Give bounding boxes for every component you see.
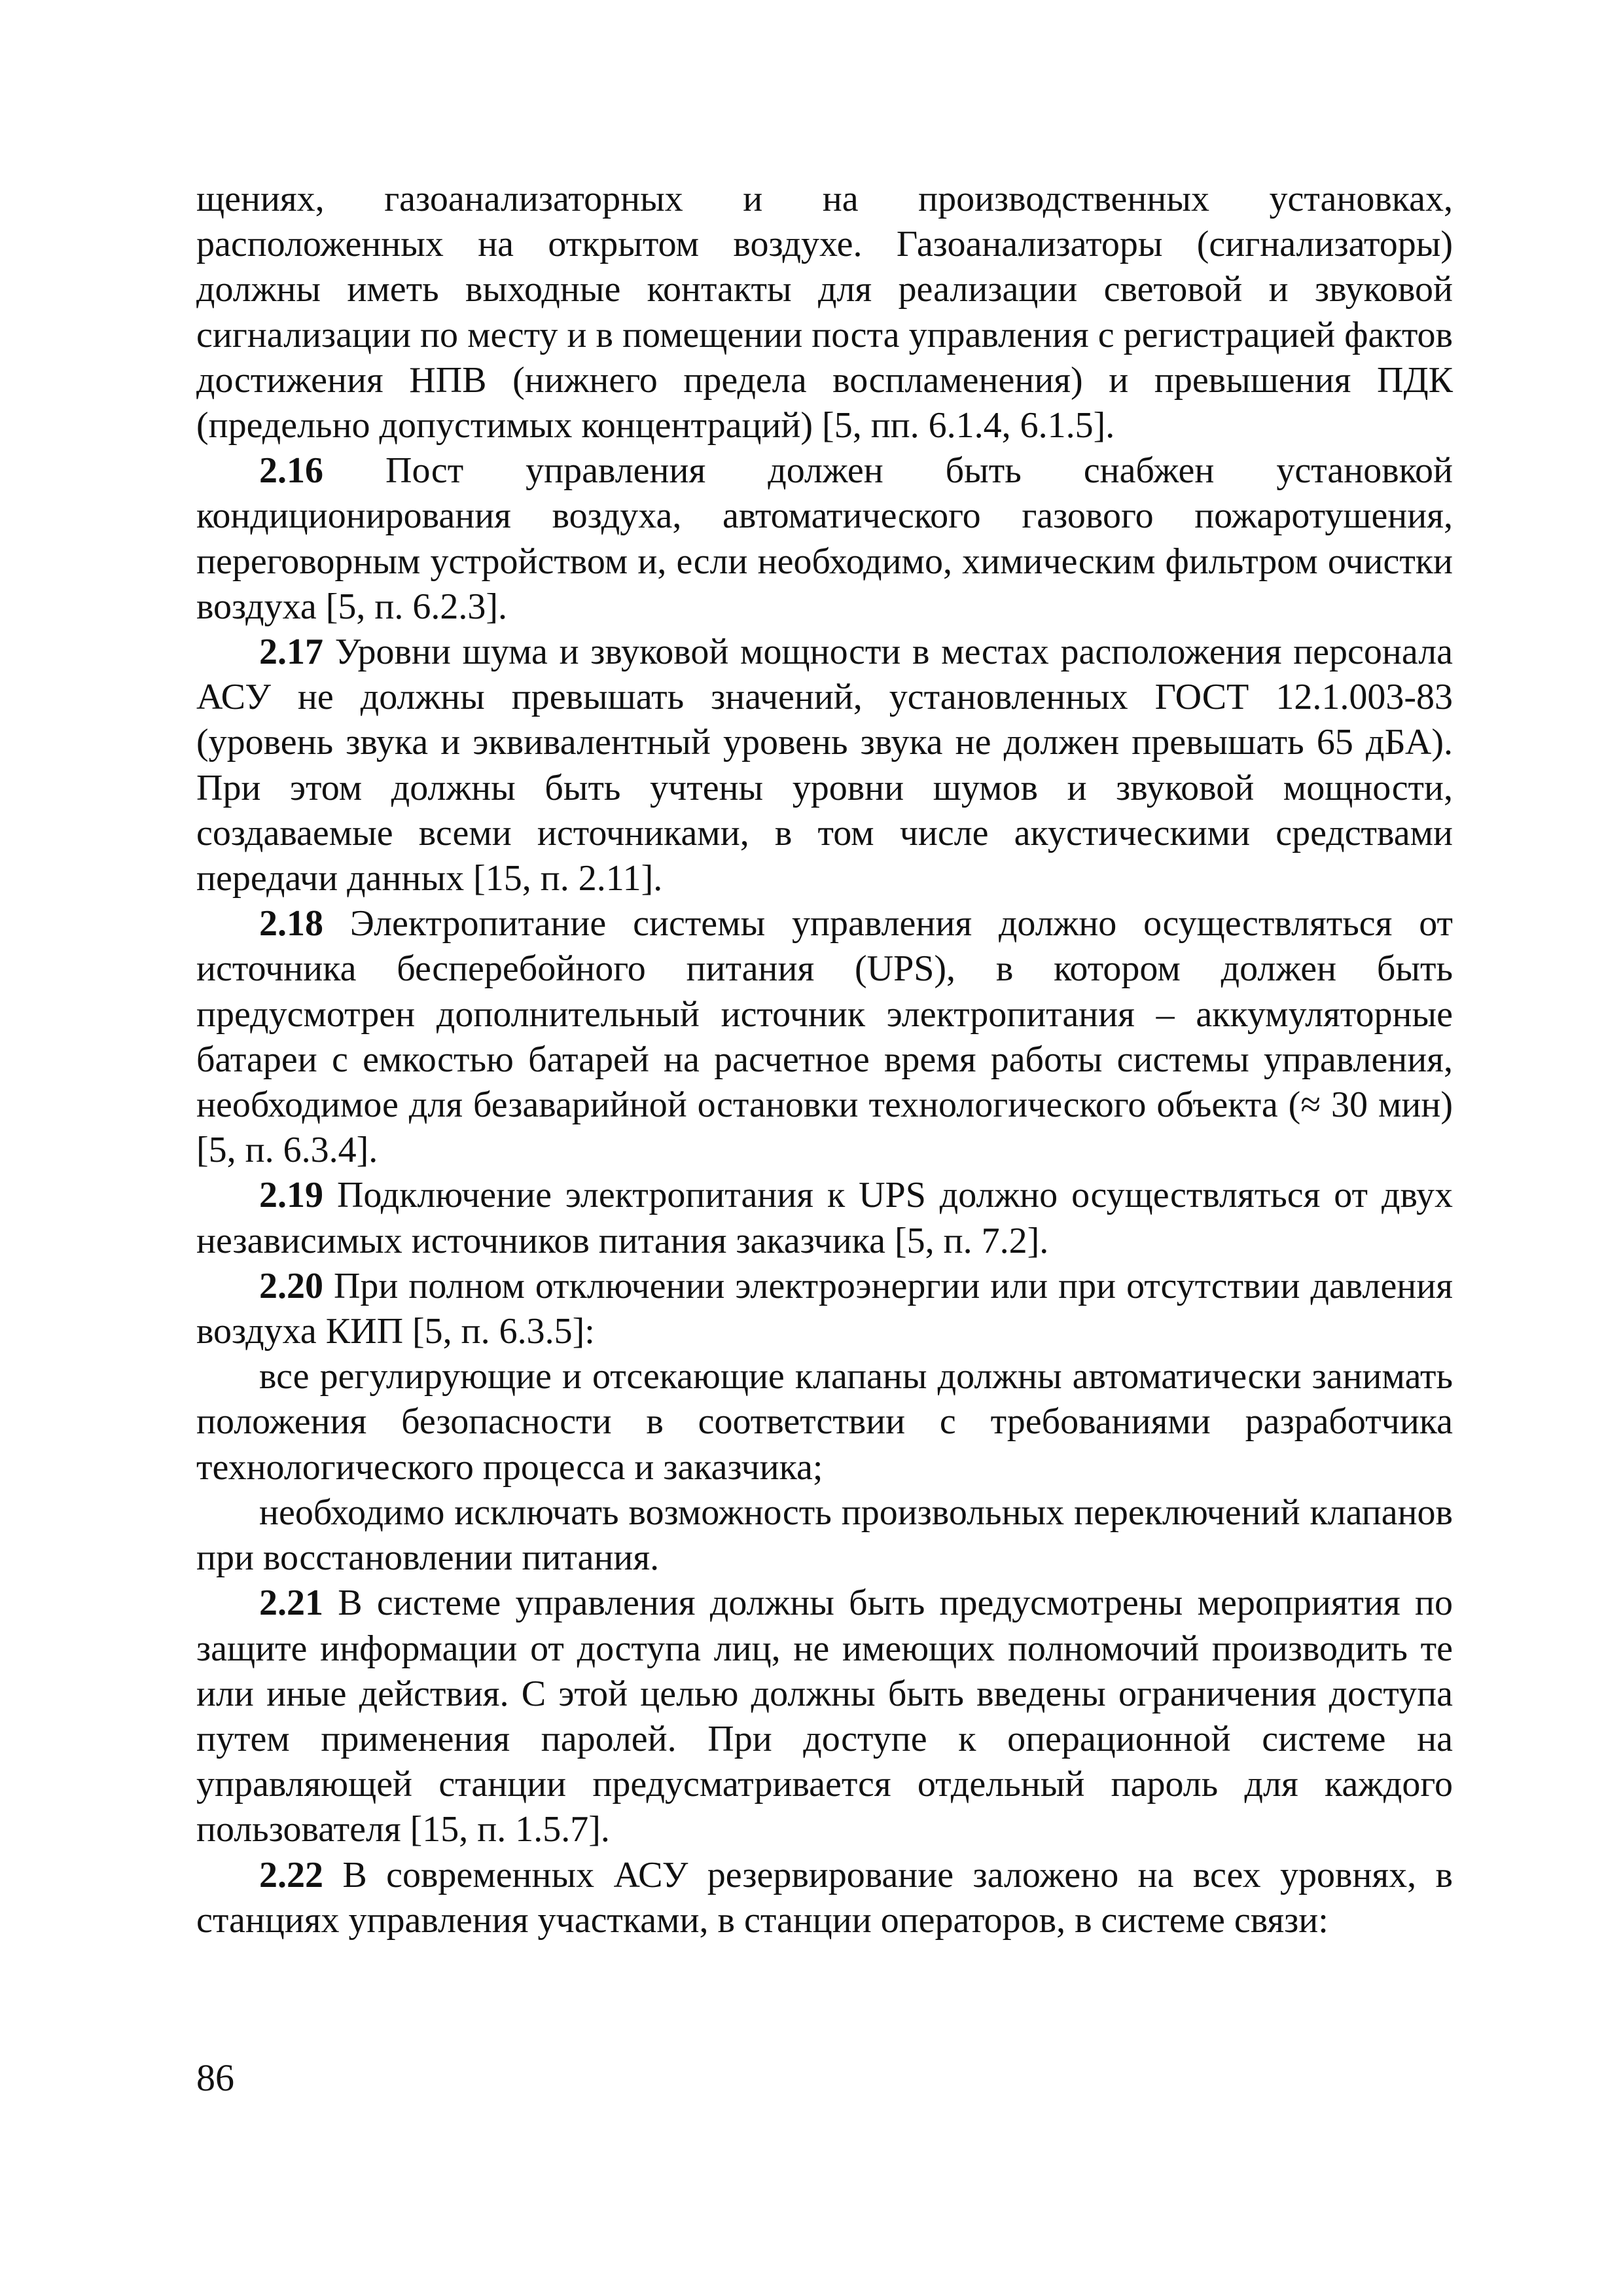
item-number: 2.22 (259, 1854, 323, 1895)
item-number: 2.16 (259, 450, 323, 492)
paragraph-2-19 (196, 1173, 1453, 1263)
body-text (196, 177, 1453, 1943)
item-text: В современных АСУ резервирование заложено на всех уровнях, в станциях управления участками, в станции операторов, в системе связи: (196, 1854, 1453, 1941)
page-number: 86 (196, 2056, 234, 2099)
item-text: Пост управления должен быть снабжен установкой кондиционирования воздуха, автоматического газового пожаротушения, переговорным устройством и, если необходимо, химическим фильтром очистки воздуха [5, п. 6.2.3]. (196, 450, 1453, 627)
item-text: Уровни шума и звуковой мощности в местах расположения персонала АСУ не должны превышать значений, установленных ГОСТ 12.1.003-83 (уровень звука и эквивалентный уровень звука не должен превышать 65 дБА). При этом должны быть учтены уровни шумов и звуковой мощности, создаваемые всеми источниками, в том числе акустическими средствами передачи данных [15, п. 2.11]. (196, 632, 1453, 899)
list-item: необходимо исключать возможность произвольных переключений клапанов при восстановлении питания. (196, 1492, 1453, 1579)
item-number: 2.21 (259, 1583, 323, 1624)
item-text: В системе управления должны быть предусмотрены мероприятия по защите информации от доступа лиц, не имеющих полномочий производить те или иные действия. С этой целью должны быть введены ограничения доступа путем применения паролей. При доступе к операционной системе на управляющей станции предусматривается отдельный пароль для каждого пользователя [15, п. 1.5.7]. (196, 1583, 1453, 1850)
paragraph-2-16 (196, 448, 1453, 630)
item-text: Электропитание системы управления должно осуществляться от источника бесперебойного питания (UPS), в котором должен быть предусмотрен дополнительный источник электропитания – аккумуляторные батареи с емкостью батарей на расчетное время работы системы управления, необходимое для безаварийной остановки технологического объекта (≈ 30 мин) [5, п. 6.3.4]. (196, 903, 1453, 1171)
list-item: все регулирующие и отсекающие клапаны должны автоматически занимать положения безопасности в соответствии с требованиями разработчика технологического процесса и заказчика; (196, 1356, 1453, 1488)
item-text: При полном отключении электроэнергии или при отсутствии давления воздуха КИП [5, п. 6.3.5]: (196, 1265, 1453, 1352)
paragraph-2-17 (196, 630, 1453, 901)
paragraph-2-18 (196, 901, 1453, 1173)
item-number: 2.17 (259, 632, 323, 673)
paragraph-2-21 (196, 1581, 1453, 1852)
paragraph-continuation: щениях, газоанализаторных и на производственных установках, расположенных на открытом воздухе. Газоанализаторы (сигнализаторы) должны иметь выходные контакты для реализации световой и звуковой сигнализации по месту и в помещении поста управления с регистрацией фактов достижения НПВ (нижнего предела воспламенения) и превышения ПДК (предельно допустимых концентраций) [5, пп. 6.1.4, 6.1.5]. (196, 179, 1453, 446)
item-number: 2.19 (259, 1175, 323, 1216)
paragraph-2-20 (196, 1264, 1453, 1354)
item-text: Подключение электропитания к UPS должно осуществляться от двух независимых источников питания заказчика [5, п. 7.2]. (196, 1175, 1453, 1261)
item-number: 2.18 (259, 903, 323, 944)
paragraph-2-22 (196, 1853, 1453, 1943)
item-number: 2.20 (259, 1265, 323, 1306)
